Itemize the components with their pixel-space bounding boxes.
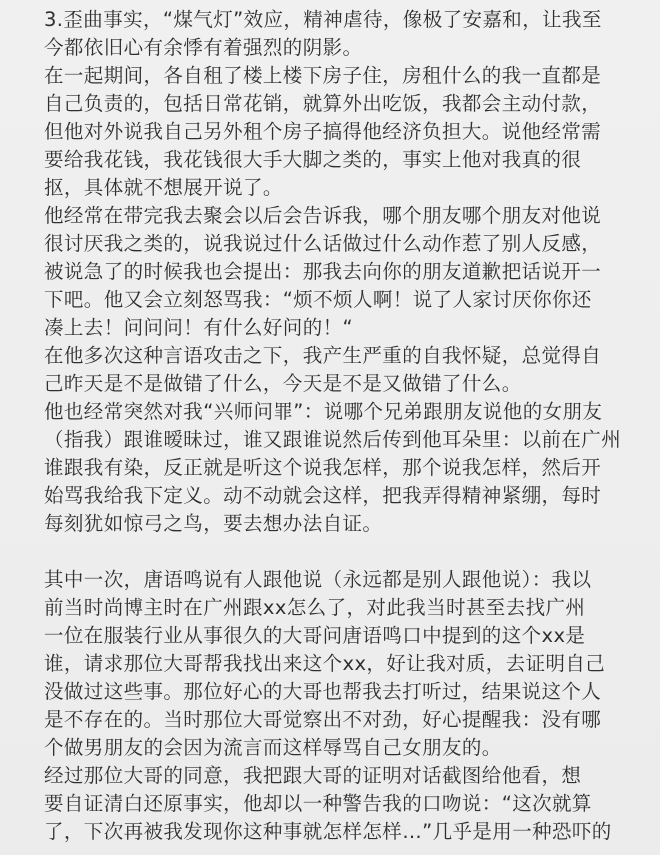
paragraph-5 bbox=[44, 398, 642, 538]
text-line: 谁，请求那位大哥帮我找出来这个xx，好让我对质，去证明自己 bbox=[44, 652, 606, 675]
paragraph-2 bbox=[44, 62, 642, 202]
text-line: 自己负责的，包括日常花销，就算外出吃饭，我都会主动付款， bbox=[44, 92, 602, 115]
text-line: 在他多次这种言语攻击之下，我产生严重的自我怀疑，总觉得自 bbox=[44, 344, 602, 367]
text-line: 是不存在的。当时那位大哥觉察出不对劲，好心提醒我：没有哪 bbox=[44, 708, 602, 731]
text-line: 一位在服装行业从事很久的大哥问唐语鸣口中提到的这个xx是 bbox=[44, 624, 586, 647]
text-line: 其中一次，唐语鸣说有人跟他说（永远都是别人跟他说）：我以 bbox=[44, 568, 592, 591]
paragraph-gap bbox=[44, 538, 642, 566]
text-line: 抠，具体就不想展开说了。 bbox=[44, 176, 283, 199]
paragraph-4 bbox=[44, 342, 642, 398]
text-line: 他经常在带完我去聚会以后会告诉我，哪个朋友哪个朋友对他说 bbox=[44, 204, 602, 227]
text-line: 被说急了的时候我也会提出：那我去向你的朋友道歉把话说开一 bbox=[44, 260, 602, 283]
text-line: 己昨天是不是做错了什么，今天是不是又做错了什么。 bbox=[44, 372, 522, 395]
text-line: 每刻犹如惊弓之鸟，要去想办法自证。 bbox=[44, 512, 383, 535]
paragraph-7 bbox=[44, 762, 642, 846]
paragraph-1 bbox=[44, 6, 642, 62]
text-line: 始骂我给我下定义。动不动就会这样，把我弄得精神紧绷，每时 bbox=[44, 484, 602, 507]
text-line: （指我）跟谁暧昧过，谁又跟谁说然后传到他耳朵里：以前在广州 bbox=[44, 428, 622, 451]
text-line: 谁跟我有染，反正就是听这个说我怎样，那个说我怎样，然后开 bbox=[44, 456, 602, 479]
text-line: 没做过这些事。那位好心的大哥也帮我去打听过，结果说这个人 bbox=[44, 680, 602, 703]
text-line: 下吧。他又会立刻怒骂我：“烦不烦人啊！说了人家讨厌你你还 bbox=[44, 288, 592, 311]
paragraph-6 bbox=[44, 566, 642, 762]
text-line: 在一起期间，各自租了楼上楼下房子住，房租什么的我一直都是 bbox=[44, 64, 602, 87]
text-line: 很讨厌我之类的，说我说过什么话做过什么动作惹了别人反感， bbox=[44, 232, 602, 255]
text-line: 他也经常突然对我“兴师问罪”：说哪个兄弟跟朋友说他的女朋友 bbox=[44, 400, 603, 423]
text-line: 了，下次再被我发现你这种事就怎样怎样…”几乎是用一种恐吓的 bbox=[44, 820, 612, 843]
text-line: 经过那位大哥的同意，我把跟大哥的证明对话截图给他看，想 bbox=[44, 764, 582, 787]
paragraph-3 bbox=[44, 202, 642, 342]
text-line: 个做男朋友的会因为流言而这样辱骂自己女朋友的。 bbox=[44, 736, 502, 759]
text-line: 凑上去！问问问！有什么好问的！“ bbox=[44, 316, 354, 339]
text-line: 但他对外说我自己另外租个房子搞得他经济负担大。说他经常需 bbox=[44, 120, 602, 143]
text-line: 今都依旧心有余悸有着强烈的阴影。 bbox=[44, 36, 363, 59]
text-line: 3.歪曲事实，“煤气灯”效应，精神虐待，像极了安嘉和，让我至 bbox=[44, 8, 602, 31]
text-line: 要自证清白还原事实，他却以一种警告我的口吻说：“这次就算 bbox=[44, 792, 592, 815]
text-line: 前当时尚博主时在广州跟xx怎么了，对此我当时甚至去找广州 bbox=[44, 596, 586, 619]
text-line: 要给我花钱，我花钱很大手大脚之类的，事实上他对我真的很 bbox=[44, 148, 582, 171]
